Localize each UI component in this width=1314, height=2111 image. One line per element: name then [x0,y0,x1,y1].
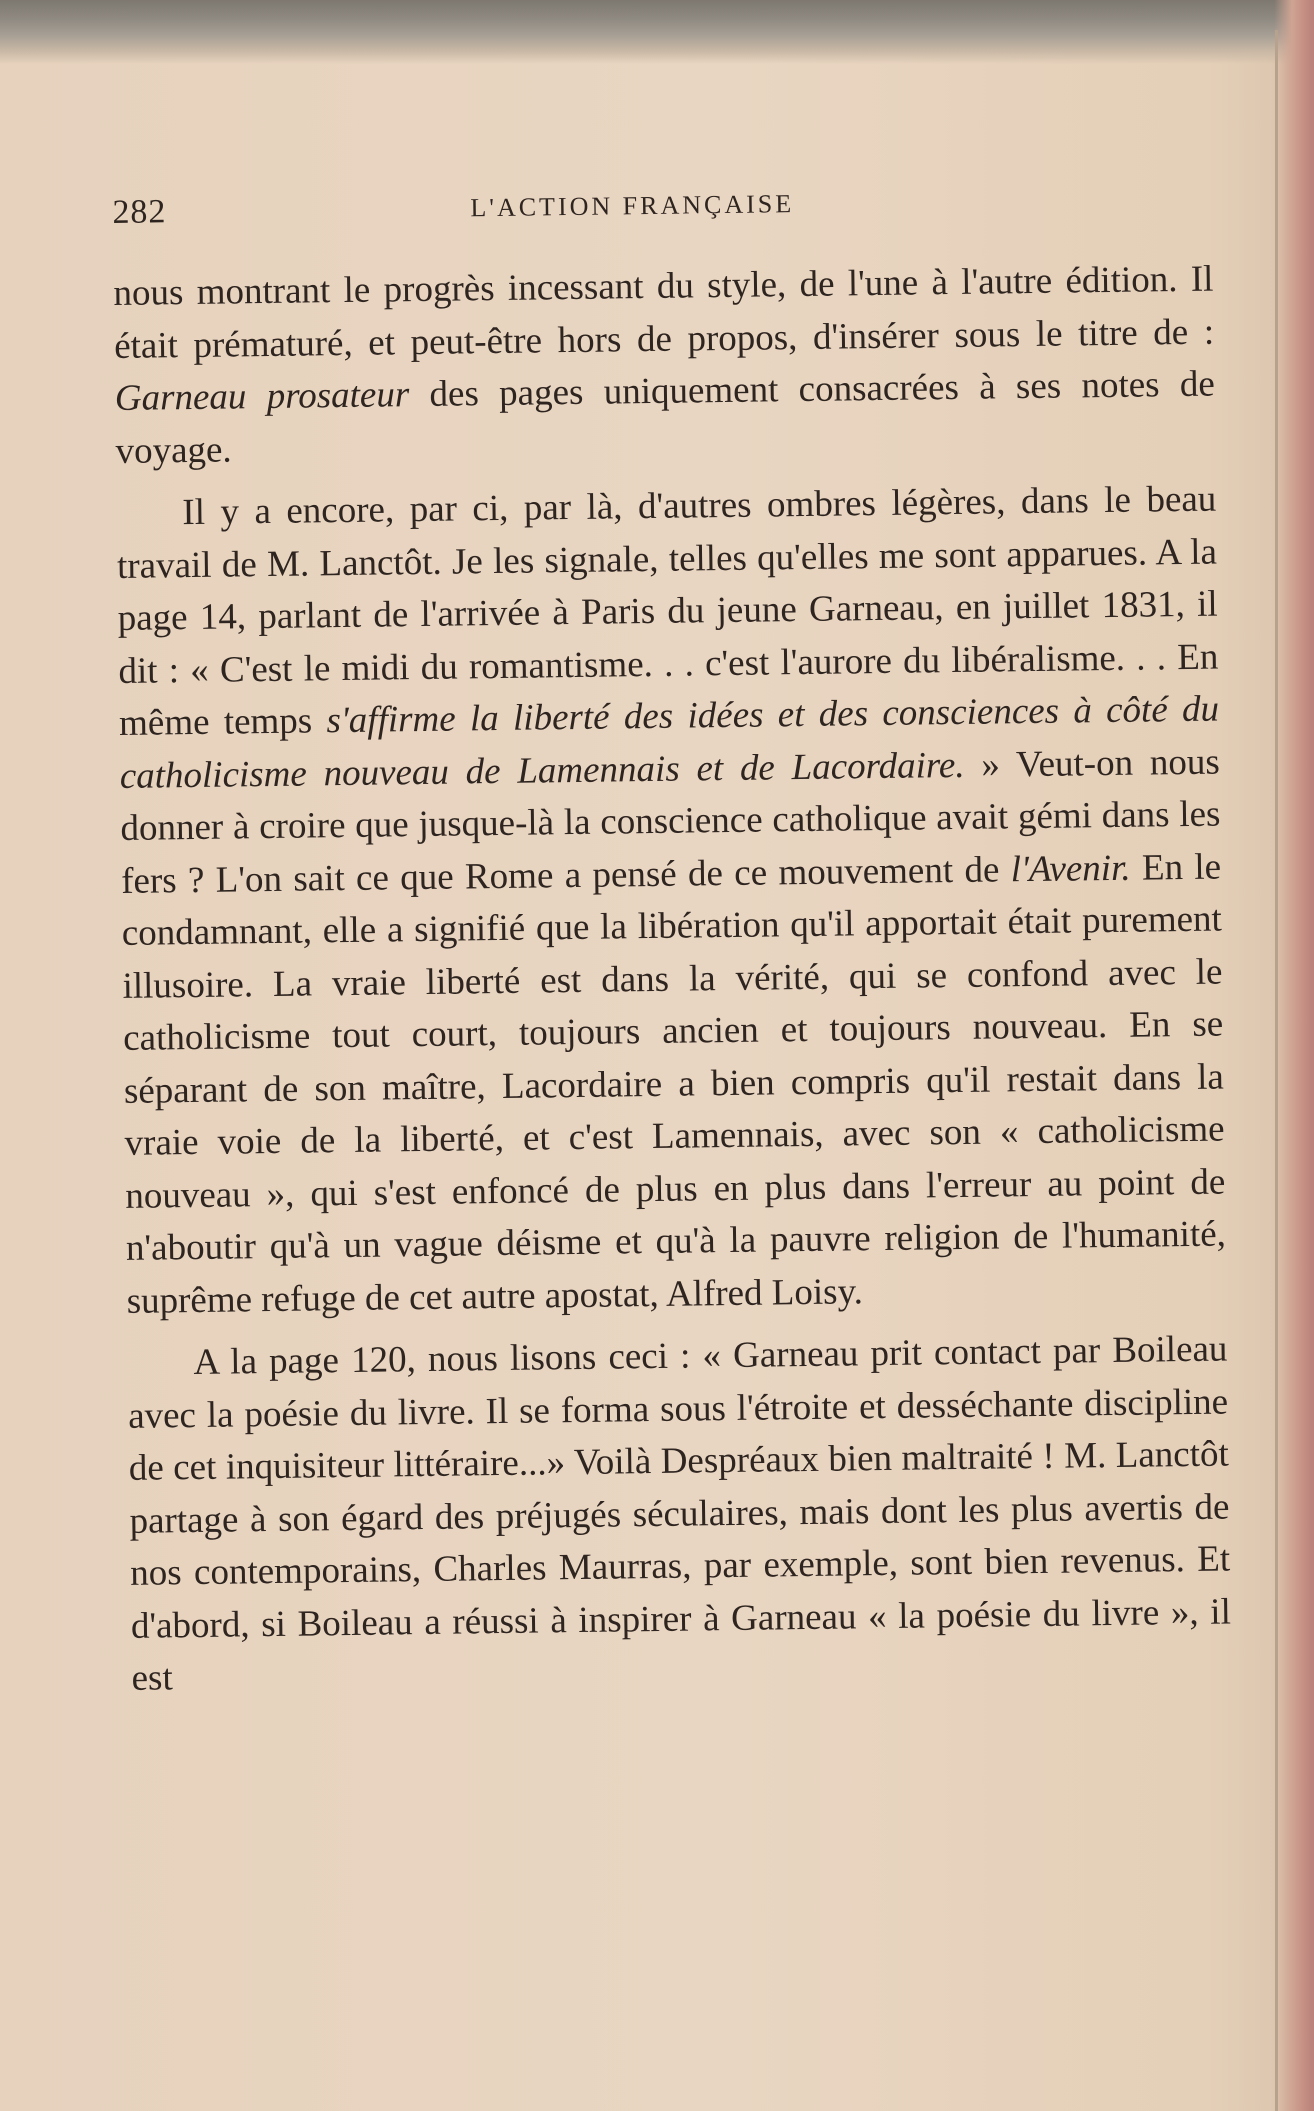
paragraph-1 [113,254,1216,478]
page-number: 282 [112,193,167,231]
paragraph-3-text-a: A la page 120, nous lisons ceci : « Garneau prit contact par Boileau avec la poésie du livre. Il se forma sous l'étroite et desséchante discipline de cet inquisiteur littéraire...» Voilà Despréaux bien maltraité ! M. Lanctôt partage à son égard des préjugés séculaires, mais dont les plus avertis de nos contemporains, Charles Maurras, par exemple, sont bien revenus. Et d'abord, si Boileau a réussi à inspirer à Garneau « la poésie du livre », il est [127,1328,1232,1699]
running-title: L'ACTION FRANÇAISE [470,189,795,223]
paragraph-1-text-c: des pages uniquement consacrées à ses notes de voyage. [115,363,1216,472]
paragraph-2 [116,474,1227,1328]
paragraph-3 [127,1324,1232,1706]
page-edge-line [1275,30,1278,2111]
paragraph-1-text-a: nous montrant le progrès incessant du style, de l'une à l'autre édition. Il était prématuré, et peut-être hors de propos, d'insérer sous le titre de : [113,258,1215,367]
paragraph-2-text-c: » Veut-on nous donner à croire que jusque-là la conscience catholique avait gémi dans les fers ? L'on sait ce que Rome a pensé de ce mouvement de [120,741,1221,902]
page-content [112,166,1232,1706]
paragraph-2-text-a: Il y a encore, par ci, par là, d'autres ombres légères, dans le beau travail de M. Lanctôt. Je les signale, telles qu'elles me sont apparues. A la page 14, parlant de l'arrivée à Paris du jeune Garneau, en juillet 1831, il dit : « C'est le midi du romantisme. . . c'est l'aurore du libéralisme. . . En même temps [116,478,1219,744]
paragraph-2-italic-title: l'Avenir. [1010,847,1131,890]
paragraph-1-italic: Garneau prosateur [114,374,410,419]
page-right-edge [1274,0,1314,2111]
body-text [113,254,1232,1706]
page-header [112,166,1213,240]
paragraph-2-text-e: En le condamnant, elle a signifié que la libération qu'il apportait était purement illusoire. La vraie liberté est dans la vérité, qui se confond avec le catholicisme tout court, toujours ancien et toujours nouveau. En se séparant de son maître, Lacordaire a bien compris qu'il restait dans la vraie voie de la liberté, et c'est Lamennais, avec son « catholicisme nouveau », qui s'est enfoncé de plus en plus dans l'erreur au point de n'aboutir qu'à un vague déisme et qu'à la pauvre religion de l'humanité, suprême refuge de cet autre apostat, Alfred Loisy. [121,846,1227,1322]
paragraph-2-italic-quote: s'affirme la liberté des idées et des consciences à côté du catholicisme nouveau de Lamennais et de Lacordaire. [119,688,1220,797]
page-top-edge [0,0,1314,64]
